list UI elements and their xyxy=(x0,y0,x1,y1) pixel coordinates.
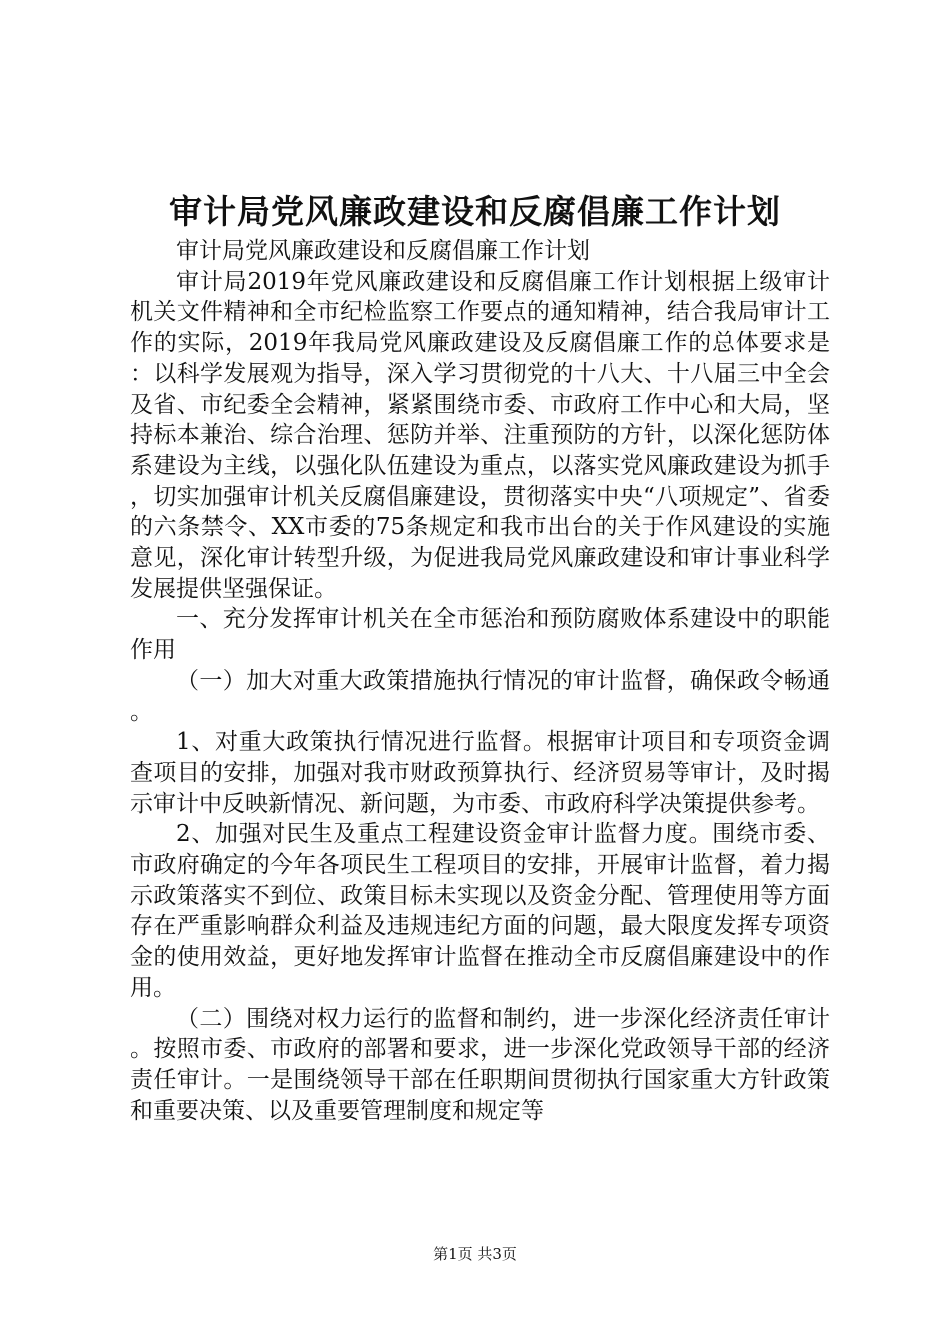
document-body xyxy=(130,236,830,1126)
paragraph-subtitle: 审计局党风廉政建设和反腐倡廉工作计划 xyxy=(176,238,590,264)
paragraph-item-1: 1、对重大政策执行情况进行监督。根据审计项目和专项资金调查项目的安排，加强对我市财政预算执行、经济贸易等审计，及时揭示审计中反映新情况、新问题，为市委、市政府科学决策提供参考。 xyxy=(130,729,830,817)
paragraph-intro: 审计局2019年党风廉政建设和反腐倡廉工作计划根据上级审计机关文件精神和全市纪检监察工作要点的通知精神，结合我局审计工作的实际，2019年我局党风廉政建设及反腐倡廉工作的总体要求是：以科学发展观为指导，深入学习贯彻党的十八大、十八届三中全会及省、市纪委全会精神，紧紧围绕市委、市政府工作中心和大局，坚持标本兼治、综合治理、惩防并举、注重预防的方针，以深化惩防体系建设为主线，以强化队伍建设为重点，以落实党风廉政建设为抓手，切实加强审计机关反腐倡廉建设，贯彻落实中央“八项规定”、省委的六条禁令、XX市委的75条规定和我市出台的关于作风建设的实施意见，深化审计转型升级，为促进我局党风廉政建设和审计事业科学发展提供坚强保证。 xyxy=(130,268,830,602)
subsection-heading-1: （一）加大对重大政策措施执行情况的审计监督，确保政令畅通。 xyxy=(130,667,830,725)
document-title: 审计局党风廉政建设和反腐倡廉工作计划 xyxy=(169,192,781,231)
subsection-heading-2: （二）围绕对权力运行的监督和制约，进一步深化经济责任审计。按照市委、市政府的部署和要求，进一步深化党政领导干部的经济责任审计。一是围绕领导干部在任职期间贯彻执行国家重大方针政策和重要决策、以及重要管理制度和规定等 xyxy=(130,1005,830,1124)
page-number-footer: 第1页 共3页 xyxy=(433,1245,517,1263)
paragraph-item-2: 2、加强对民生及重点工程建设资金审计监督力度。围绕市委、市政府确定的今年各项民生工程项目的安排，开展审计监督，着力揭示政策落实不到位、政策目标未实现以及资金分配、管理使用等方面存在严重影响群众利益及违规违纪方面的问题，最大限度发挥专项资金的使用效益，更好地发挥审计监督在推动全市反腐倡廉建设中的作用。 xyxy=(130,821,830,1001)
section-heading-1: 一、充分发挥审计机关在全市惩治和预防腐败体系建设中的职能作用 xyxy=(130,606,830,664)
